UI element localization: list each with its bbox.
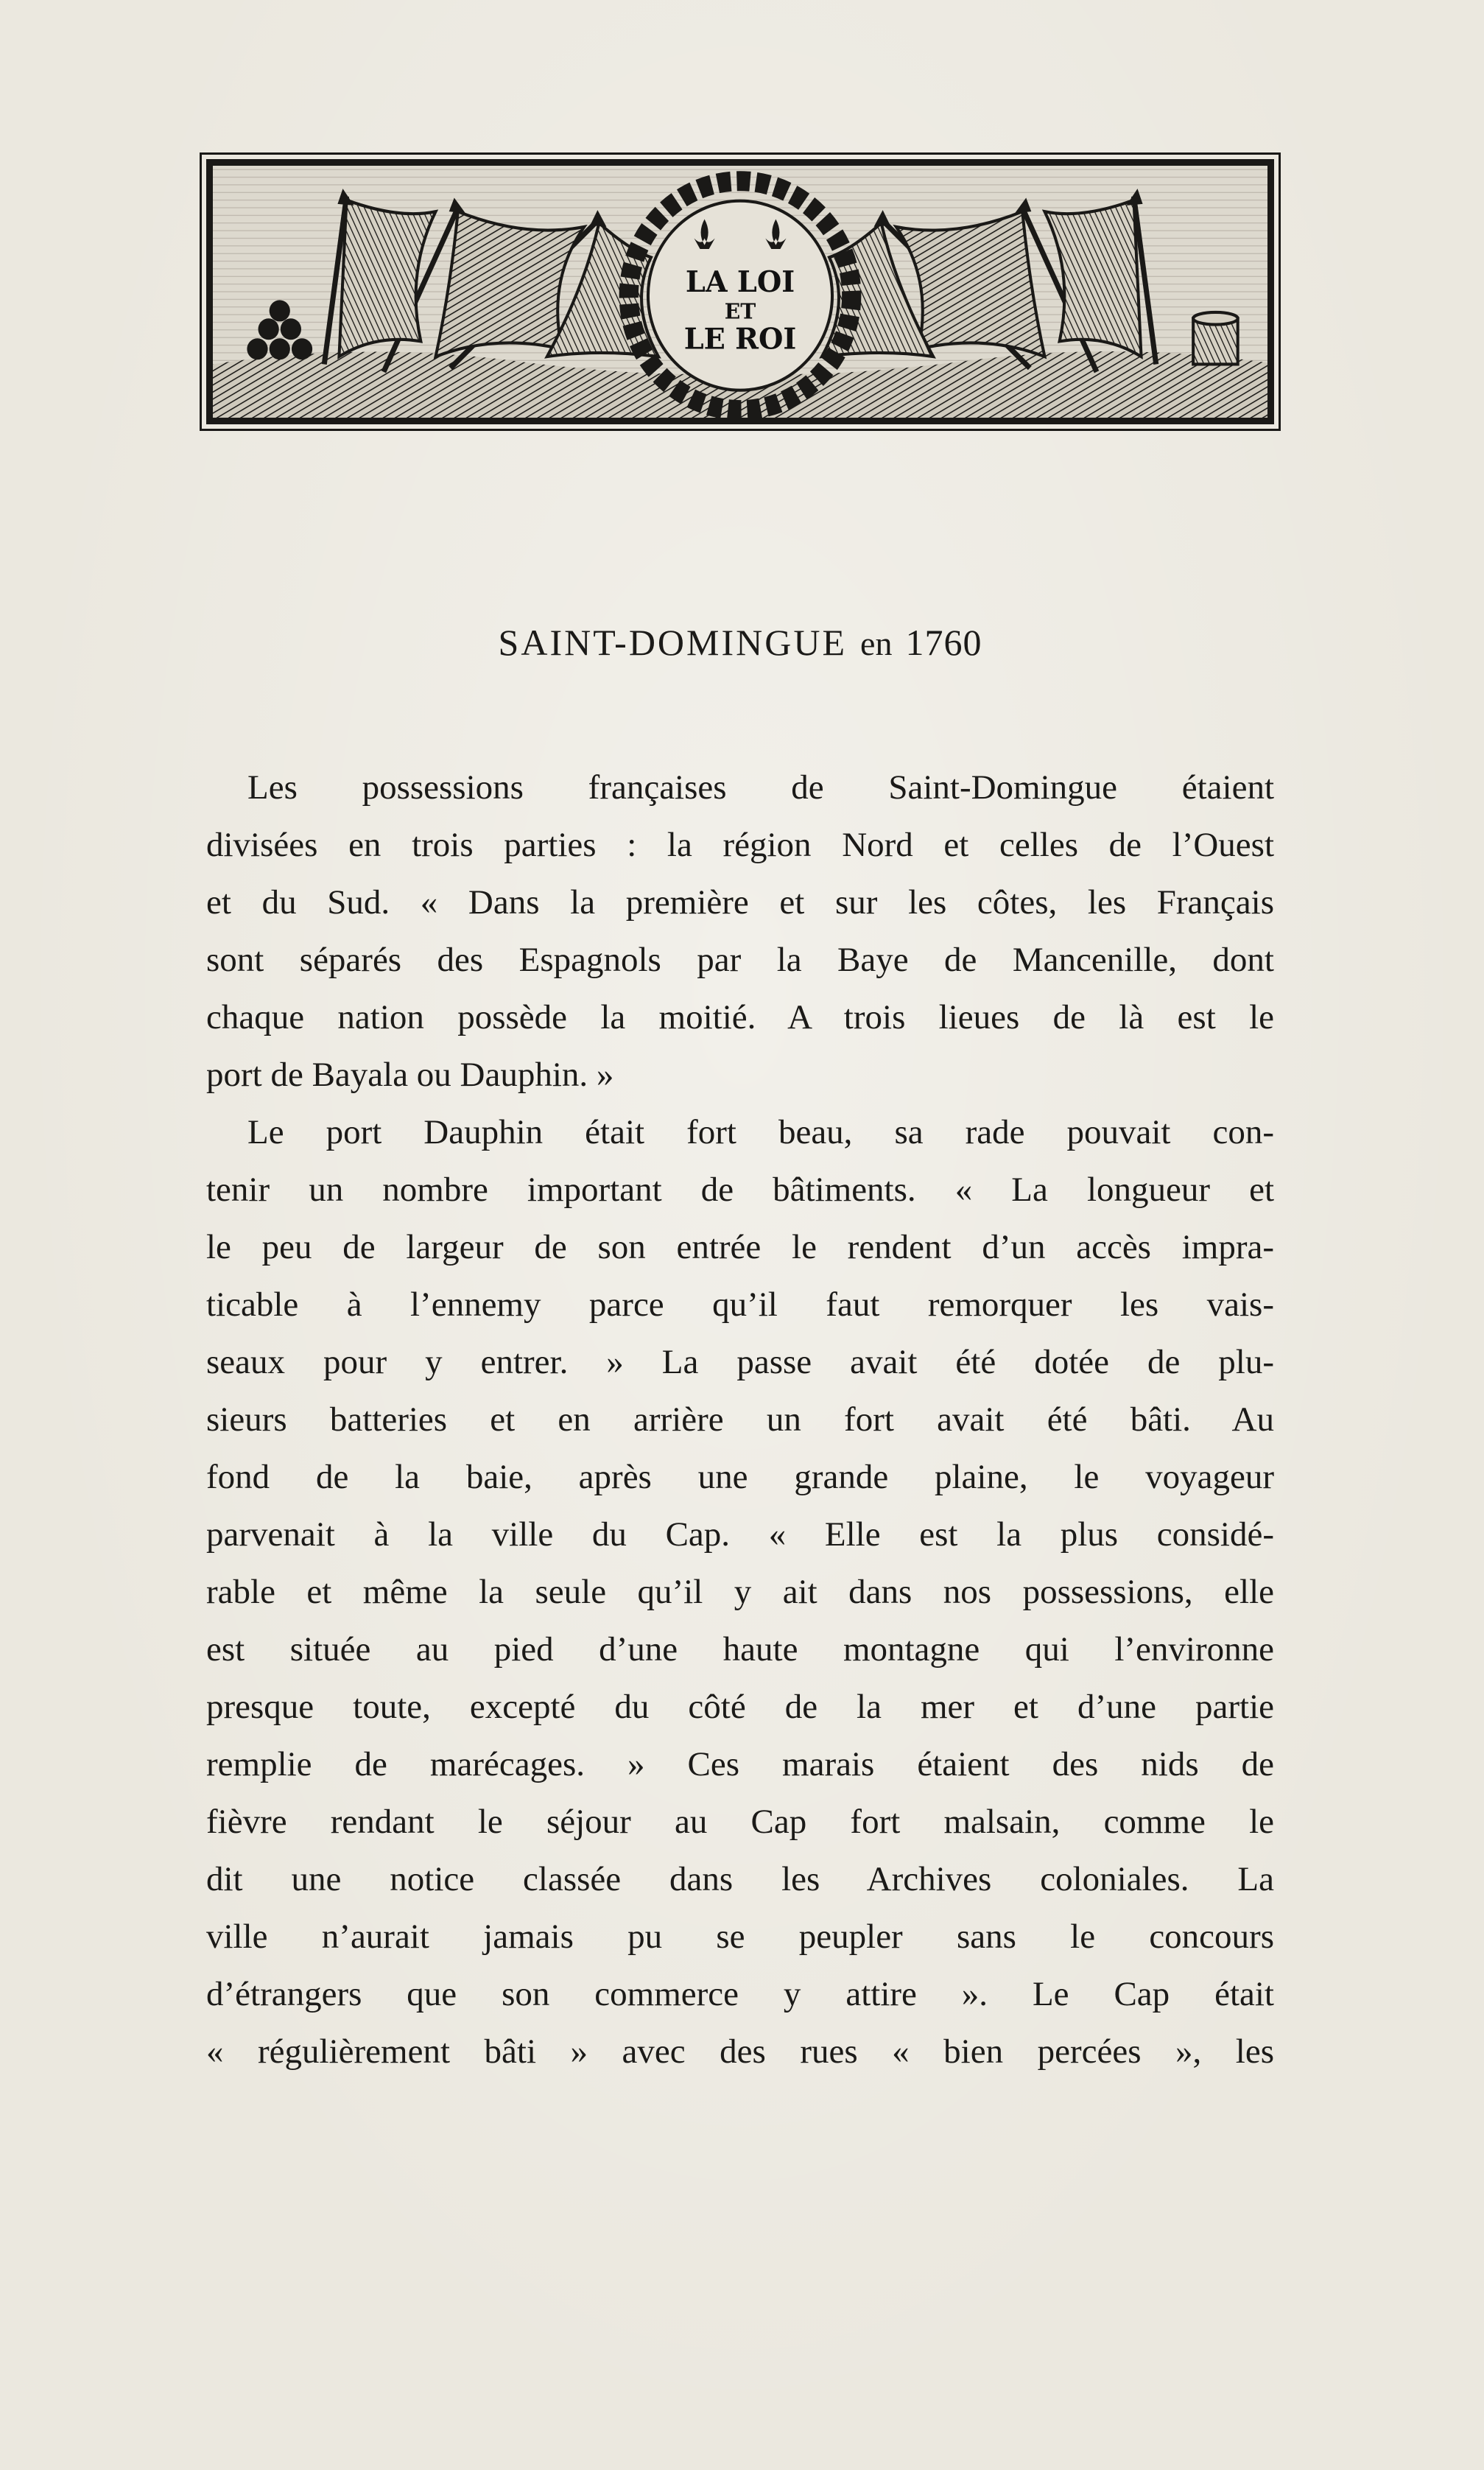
text-line: « régulièrement bâti » avec des rues « bien percées », les	[206, 2032, 1274, 2071]
text-line: rable et même la seule qu’il y ait dans nos possessions, elle	[206, 1573, 1274, 1611]
text-line: sieurs batteries et en arrière un fort avait été bâti. Au	[206, 1400, 1274, 1439]
text-line: port de Bayala ou Dauphin. »	[206, 1056, 614, 1094]
text-line: Le port Dauphin était fort beau, sa rade pouvait con-	[247, 1113, 1274, 1151]
text-line: dit une notice classée dans les Archives coloniales. La	[206, 1860, 1274, 1898]
text-line: seaux pour y entrer. » La passe avait été dotée de plu-	[206, 1343, 1274, 1381]
text-line: presque toute, excepté du côté de la mer et d’une partie	[206, 1688, 1274, 1726]
chapter-title-year: 1760	[905, 622, 982, 663]
chapter-title-name: SAINT-DOMINGUE	[498, 622, 848, 663]
text-line: ville n’aurait jamais pu se peupler sans le concours	[206, 1918, 1274, 1956]
text-line: et du Sud. « Dans la première et sur les côtes, les Français	[206, 883, 1274, 922]
motto-line-2: ET	[724, 298, 756, 324]
motto-line-3: LE ROI	[683, 323, 797, 357]
motto-line-1: LA LOI	[685, 265, 795, 300]
chapter-title	[206, 613, 1274, 673]
text-line: sont séparés des Espagnols par la Baye de Mancenille, dont	[206, 941, 1274, 979]
drum-icon	[1193, 312, 1238, 364]
text-line: chaque nation possède la moitié. A trois lieues de là est le	[206, 998, 1274, 1036]
text-line: est située au pied d’une haute montagne qui l’environne	[206, 1630, 1274, 1669]
text-line: fièvre rendant le séjour au Cap fort malsain, comme le	[206, 1803, 1274, 1841]
text-line: remplie de marécages. » Ces marais étaient des nids de	[206, 1745, 1274, 1783]
body-text	[206, 759, 1274, 2080]
text-line: Les possessions françaises de Saint-Domingue étaient	[247, 768, 1274, 807]
decorative-headpiece	[206, 159, 1274, 424]
text-line: parvenait à la ville du Cap. « Elle est la plus considé-	[206, 1515, 1274, 1554]
text-line: d’étrangers que son commerce y attire ». Le Cap était	[206, 1975, 1274, 2013]
text-line: divisées en trois parties : la région Nord et celles de l’Ouest	[206, 826, 1274, 864]
text-line: tenir un nombre important de bâtiments. « La longueur et	[206, 1171, 1274, 1209]
flags-and-wreath-engraving	[213, 166, 1267, 418]
chapter-title-connector: en	[860, 625, 893, 662]
text-line: fond de la baie, après une grande plaine, le voyageur	[206, 1458, 1274, 1496]
text-line: ticable à l’ennemy parce qu’il faut remorquer les vais-	[206, 1285, 1274, 1324]
text-line: le peu de largeur de son entrée le rendent d’un accès impra-	[206, 1228, 1274, 1266]
